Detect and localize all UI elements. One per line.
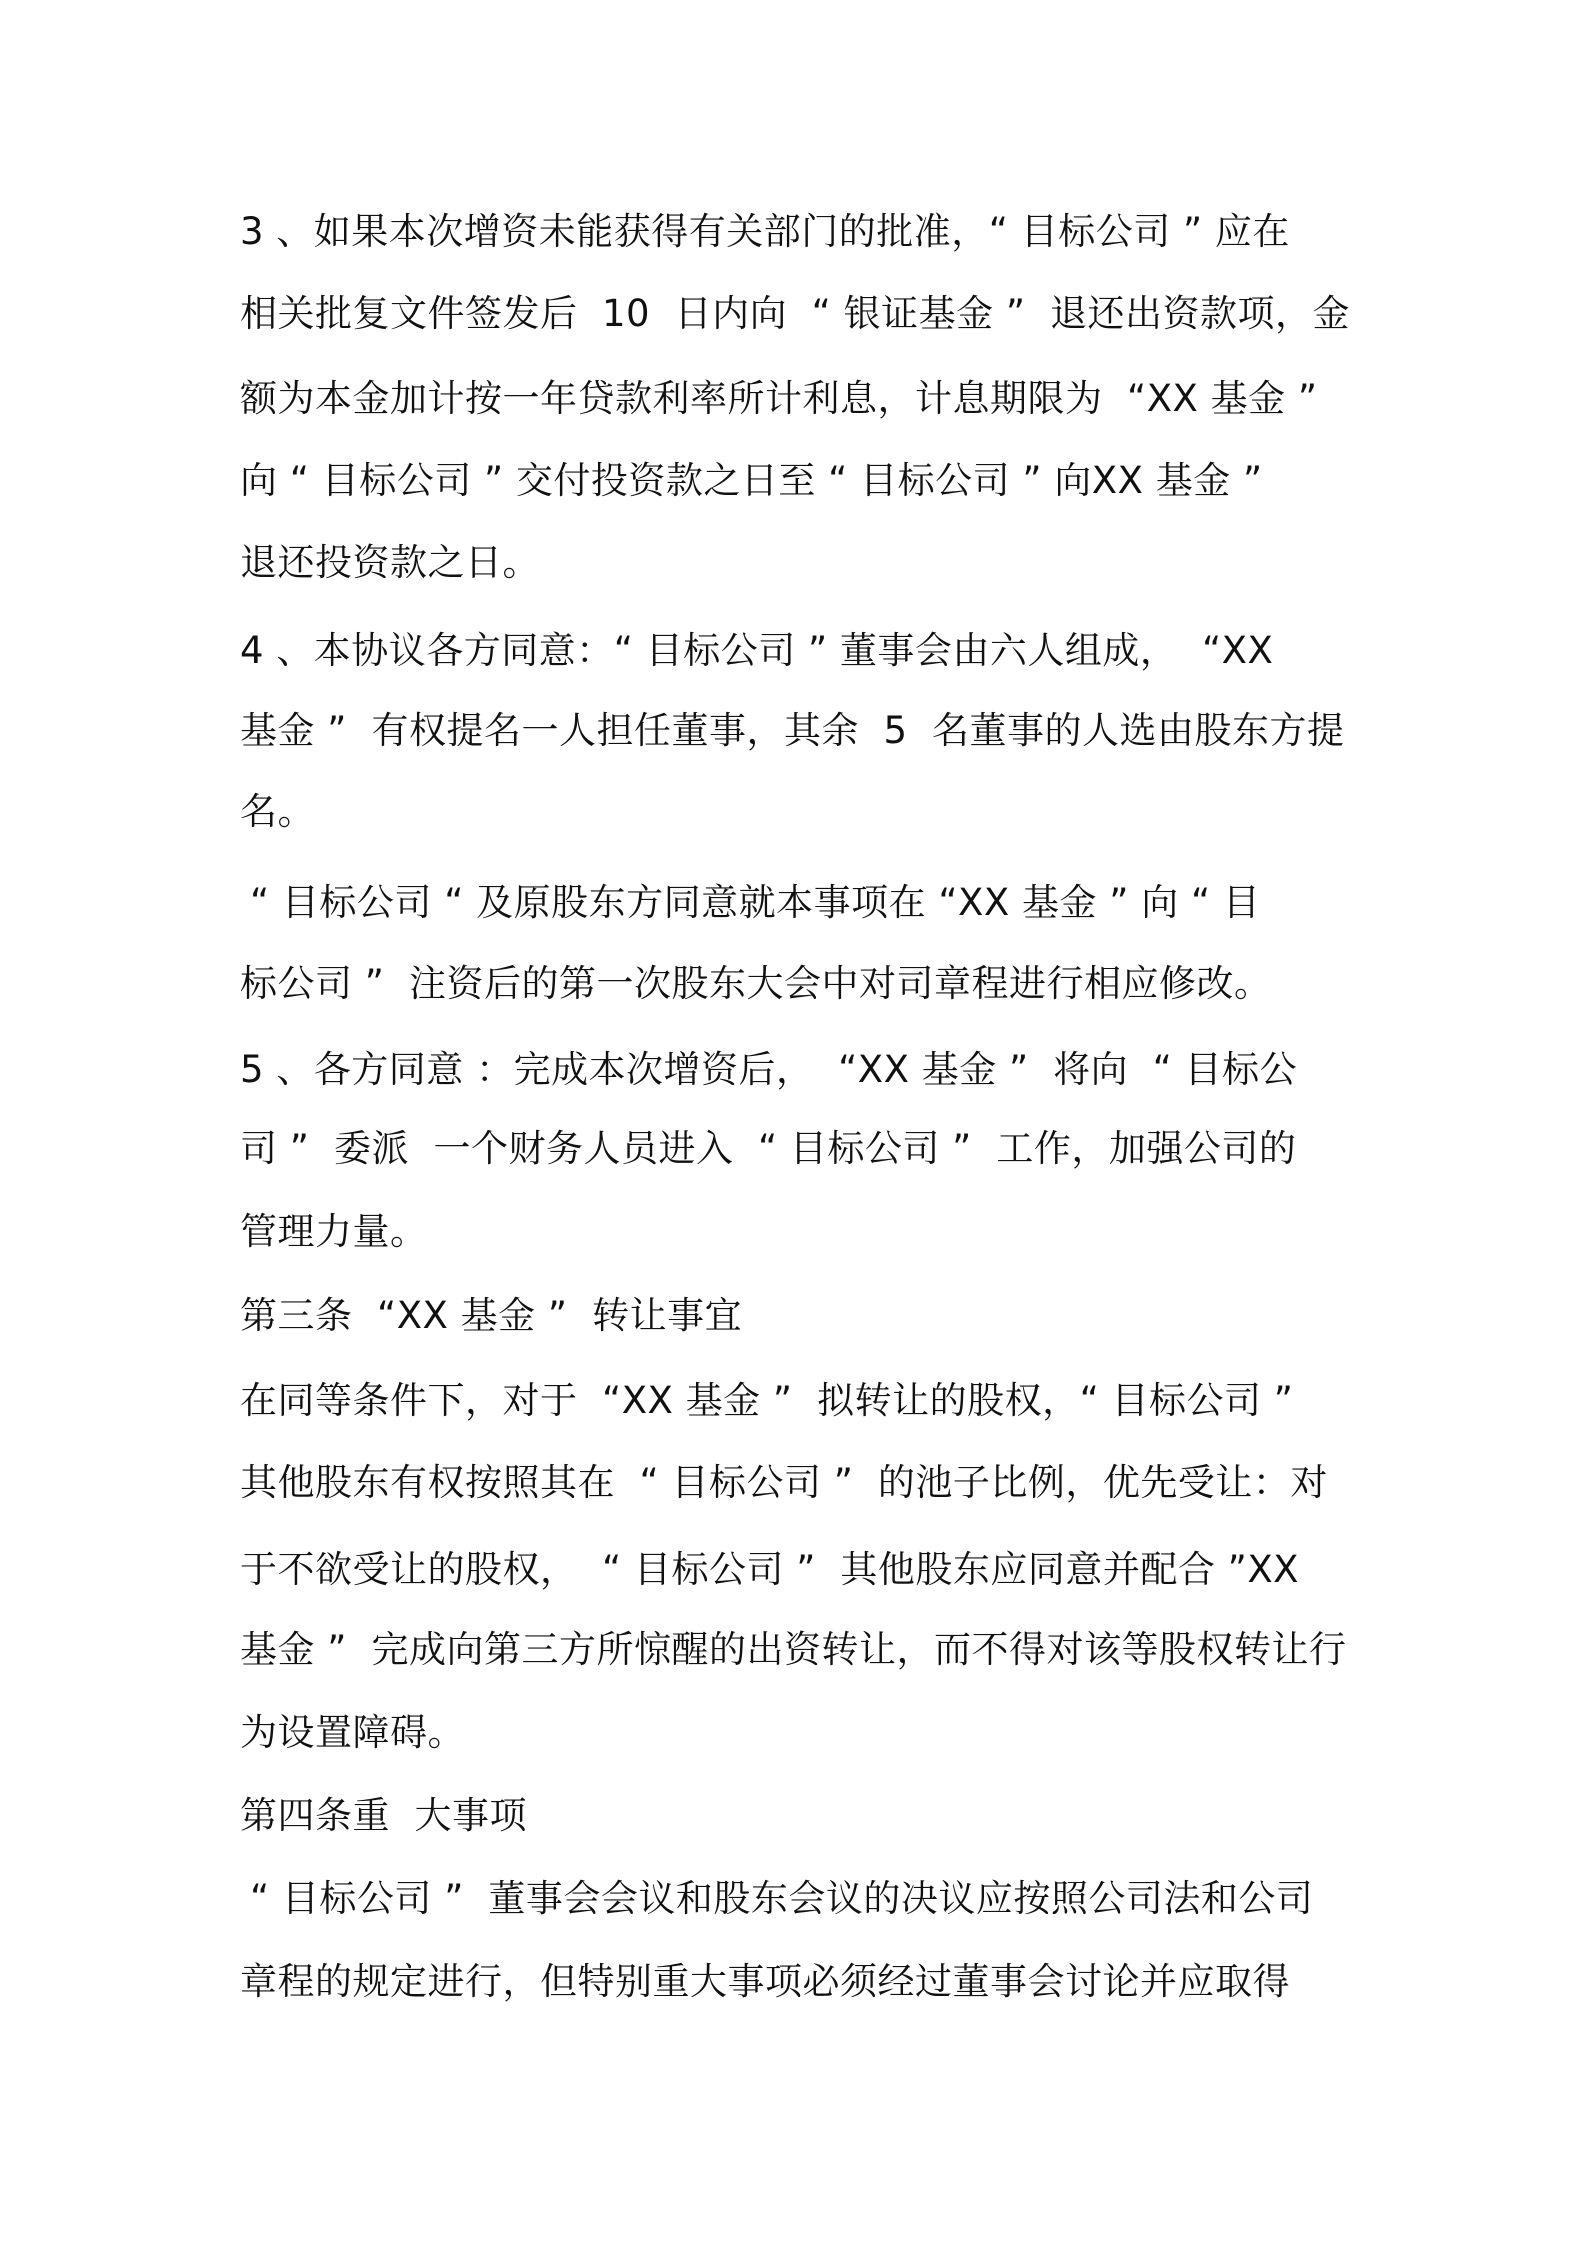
text-line: 基金 ” 完成向第三方所惊醒的出资转让，而不得对该等股权转让行 xyxy=(240,1628,1347,1671)
text-line: 4 、本协议各方同意：“ 目标公司 ” 董事会由六人组成， “XX xyxy=(240,629,1274,672)
text-line: “ 目标公司 “ 及原股东方同意就本事项在 “XX 基金 ” 向 “ 目 xyxy=(250,881,1261,924)
text-line: 相关批复文件签发后 10 日内向 “ 银证基金 ” 退还出资款项，金 xyxy=(240,292,1351,335)
text-line: 为设置障碍。 xyxy=(240,1711,465,1754)
text-line: 章程的规定进行，但特别重大事项必须经过董事会讨论并应取得 xyxy=(240,1960,1290,2003)
text-line: 名。 xyxy=(240,790,315,833)
section-heading: 第三条 “XX 基金 ” 转让事宜 xyxy=(240,1294,743,1337)
text-line: 额为本金加计按一年贷款利率所计利息，计息期限为 “XX 基金 ” xyxy=(240,377,1318,420)
text-line: 退还投资款之日。 xyxy=(240,541,540,584)
text-line: 基金 ” 有权提名一人担任董事，其余 5 名董事的人选由股东方提 xyxy=(240,709,1345,752)
text-line: 在同等条件下，对于 “XX 基金 ” 拟转让的股权，“ 目标公司 ” xyxy=(240,1379,1294,1422)
text-line: 标公司 ” 注资后的第一次股东大会中对司章程进行相应修改。 xyxy=(240,962,1272,1005)
text-line: 管理力量。 xyxy=(240,1210,428,1253)
text-line: “ 目标公司 ” 董事会会议和股东会议的决议应按照公司法和公司 xyxy=(250,1877,1314,1920)
text-line: 5 、各方同意 ：完成本次增资后， “XX 基金 ” 将向 “ 目标公 xyxy=(240,1048,1298,1091)
text-line: 于不欲受让的股权， “ 目标公司 ” 其他股东应同意并配合 ”XX xyxy=(240,1548,1300,1591)
text-line: 司 ” 委派 一个财务人员进入 “ 目标公司 ” 工作，加强公司的 xyxy=(240,1127,1297,1170)
text-line: 其他股东有权按照其在 “ 目标公司 ” 的池子比例，优先受让：对 xyxy=(240,1461,1328,1504)
text-line: 向 “ 目标公司 ” 交付投资款之日至 “ 目标公司 ” 向XX 基金 ” xyxy=(240,459,1263,502)
text-line: 3 、如果本次增资未能获得有关部门的批准，“ 目标公司 ” 应在 xyxy=(240,210,1290,253)
section-heading: 第四条重 大事项 xyxy=(240,1794,528,1837)
